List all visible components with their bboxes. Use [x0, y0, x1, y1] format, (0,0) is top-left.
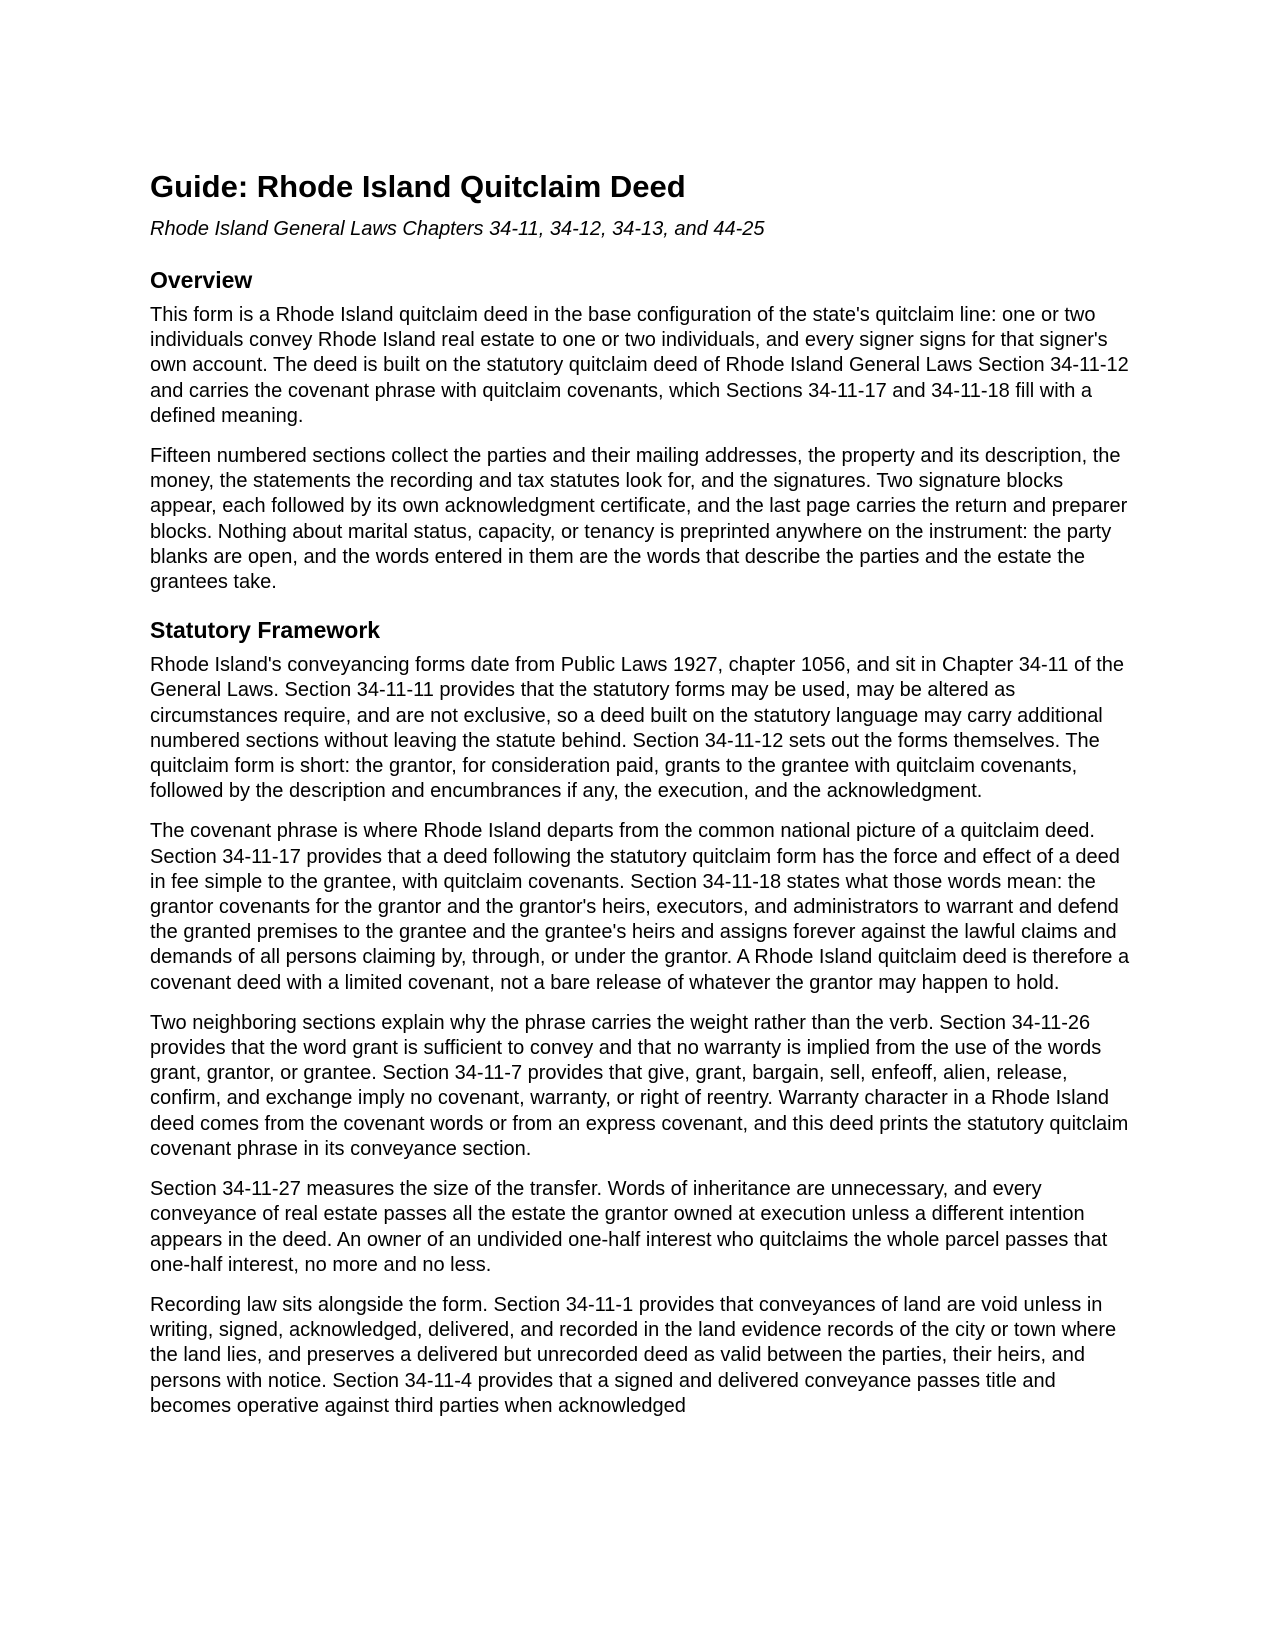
framework-paragraph: Two neighboring sections explain why the phrase carries the weight rather than the verb. Section 34-11-26 provides that the word grant is sufficient to convey and that no warranty is implied from the use of the words grant, grantor, or grantee. Section 34-11-7 provides that give, grant, bargain, sell, enfeoff, alien, release, confirm, and exchange imply no covenant, warranty, or right of reentry. Warranty character in a Rhode Island deed comes from the covenant words or from an express covenant, and this deed prints the statutory quitclaim covenant phrase in its conveyance section.	[150, 1011, 1129, 1160]
section-heading-statutory-framework: Statutory Framework	[150, 617, 381, 644]
overview-paragraph: This form is a Rhode Island quitclaim deed in the base configuration of the state's quitclaim line: one or two individuals convey Rhode Island real estate to one or two individuals, and every signer signs for that signer's own account. The deed is built on the statutory quitclaim deed of Rhode Island General Laws Section 34-11-12 and carries the covenant phrase with quitclaim covenants, which Sections 34-11-17 and 34-11-18 fill with a defined meaning.	[150, 304, 1129, 427]
framework-paragraph: Rhode Island's conveyancing forms date from Public Laws 1927, chapter 1056, and sit in Chapter 34-11 of the General Laws. Section 34-11-11 provides that the statutory forms may be used, may be altered as circumstances require, and are not exclusive, so a deed built on the statutory language may carry additional numbered sections without leaving the statute behind. Section 34-11-12 sets out the forms themselves. The quitclaim form is short: the grantor, for consideration paid, grants to the grantee with quitclaim covenants, followed by the description and encumbrances if any, the execution, and the acknowledgment.	[150, 654, 1125, 803]
document-subtitle: Rhode Island General Laws Chapters 34-11, 34-12, 34-13, and 44-25	[150, 218, 765, 240]
framework-paragraph: Recording law sits alongside the form. Section 34-11-1 provides that conveyances of land are void unless in writing, signed, acknowledged, delivered, and recorded in the land evidence records of the city or town where the land lies, and preserves a delivered but unrecorded deed as valid between the parties, their heirs, and persons with notice. Section 34-11-4 provides that a signed and delivered conveyance passes title and becomes operative against third parties when acknowledged	[150, 1293, 1117, 1417]
document-title: Guide: Rhode Island Quitclaim Deed	[150, 169, 686, 204]
section-heading-overview: Overview	[150, 267, 253, 293]
document-page	[150, 168, 1130, 1419]
framework-paragraph: The covenant phrase is where Rhode Island departs from the common national picture of a quitclaim deed. Section 34-11-17 provides that a deed following the statutory quitclaim form has the force and effect of a deed in fee simple to the grantee, with quitclaim covenants. Section 34-11-18 states what those words mean: the grantor covenants for the grantor and the grantor's heirs, executors, and administrators to warrant and defend the granted premises to the grantee and the grantee's heirs and assigns forever against the lawful claims and demands of all persons claiming by, through, or under the grantor. A Rhode Island quitclaim deed is therefore a covenant deed with a limited covenant, not a bare release of whatever the grantor may happen to hold.	[150, 820, 1130, 994]
framework-paragraph: Section 34-11-27 measures the size of the transfer. Words of inheritance are unnecessary, and every conveyance of real estate passes all the estate the grantor owned at execution unless a different intention appears in the deed. An owner of an undivided one-half interest who quitclaims the whole parcel passes that one-half interest, no more and no less.	[150, 1178, 1108, 1276]
overview-paragraph: Fifteen numbered sections collect the parties and their mailing addresses, the property and its description, the money, the statements the recording and tax statutes look for, and the signatures. Two signature blocks appear, each followed by its own acknowledgment certificate, and the last page carries the return and preparer blocks. Nothing about marital status, capacity, or tenancy is preprinted anywhere on the instrument: the party blanks are open, and the words entered in them are the words that describe the parties and the estate the grantees take.	[150, 445, 1128, 594]
